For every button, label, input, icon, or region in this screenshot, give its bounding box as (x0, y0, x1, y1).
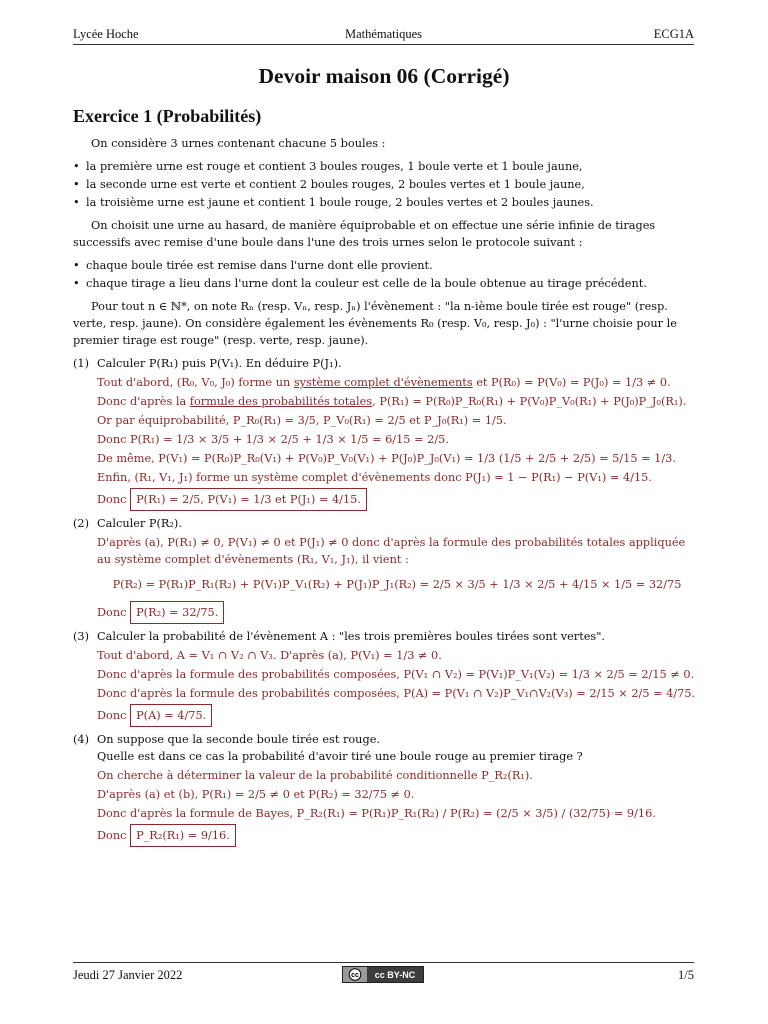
page-footer (73, 968, 694, 986)
notation-paragraph: Pour tout n ∈ ℕ*, on note Rₙ (resp. Vₙ, resp. Jₙ) l'évènement : "la n-ième boule tirée est rouge" (resp. verte, resp. jaune). On considère également les évènements R₀ (resp. V₀, resp. J₀) : "l'urne choisie pour le premier tirage est rouge" (resp. verte, resp. jaune). (73, 300, 677, 347)
protocol-paragraph: On choisit une urne au hasard, de manière équiprobable et on effectue une série infinie de tirages successifs avec remise d'une boule dans l'une des trois urnes selon le protocole suivant : (73, 219, 656, 249)
intro-paragraph: On considère 3 urnes contenant chacune 5 boules : (91, 137, 386, 150)
answer-line: De même, P(V₁) = P(R₀)P_R₀(V₁) + P(V₀)P_V₀(V₁) + P(J₀)P_J₀(V₁) = 1/3 (1/5 + 2/5 + 2/5) = 5/15 = 1/3. (97, 452, 676, 465)
cc-logo-icon (343, 967, 423, 982)
header-school: Lycée Hoche (73, 27, 139, 41)
answer-line: Donc d'après la formule de Bayes, P_R₂(R₁) = P(R₁)P_R₁(R₂) / P(R₂) = (2/5 × 3/5) / (32/75) = 9/16. (97, 807, 656, 820)
bullet-icon: • (73, 277, 80, 290)
answer-line: D'après (a), P(R₁) ≠ 0, P(V₁) ≠ 0 et P(J₁) ≠ 0 donc d'après la formule des probabilités totales appliquée au système complet d'évènements (R₁, V₁, J₁), il vient : (97, 536, 686, 566)
answer-line: Donc P(R₁) = 1/3 × 3/5 + 1/3 × 2/5 + 1/3 × 1/5 = 6/15 = 2/5. (97, 433, 449, 446)
answer-line: Enfin, (R₁, V₁, J₁) forme un système complet d'évènements donc P(J₁) = 1 − P(R₁) − P(V₁) = 4/15. (97, 471, 652, 484)
answer-line: Tout d'abord, A = V₁ ∩ V₂ ∩ V₃. D'après (a), P(V₁) = 1/3 ≠ 0. (97, 649, 442, 662)
bullet-icon: • (73, 160, 80, 173)
bullet-icon: • (73, 196, 80, 209)
bullet-icon: • (73, 178, 80, 191)
answer-line: Tout d'abord, (R₀, V₀, J₀) forme un système complet d'évènements et P(R₀) = P(V₀) = P(J₀) = 1/3 ≠ 0. (97, 376, 671, 389)
answer-line: On cherche à déterminer la valeur de la probabilité conditionnelle P_R₂(R₁). (97, 769, 533, 782)
header-rule (73, 44, 694, 45)
footer-date: Jeudi 27 Janvier 2022 (73, 968, 183, 982)
document-body (73, 135, 697, 849)
list-item-text: chaque tirage a lieu dans l'urne dont la couleur est celle de la boule obtenue au tirage précédent. (86, 277, 647, 290)
question-text: On suppose que la seconde boule tirée est rouge. (97, 733, 380, 746)
exercise-title: Exercice 1 (Probabilités) (73, 106, 262, 126)
answer-line: Donc d'après la formule des probabilités totales, P(R₁) = P(R₀)P_R₀(R₁) + P(V₀)P_V₀(R₁) + P(J₀)P_J₀(R₁). (97, 395, 687, 408)
list-item (73, 194, 697, 211)
question-number: (1) (73, 357, 90, 370)
answer-conclusion: Donc P_R₂(R₁) = 9/16. (73, 824, 697, 847)
list-item-text: chaque boule tirée est remise dans l'urne dont elle provient. (86, 259, 433, 272)
list-item-text: la troisième urne est jaune et contient 1 boule rouge, 2 boules vertes et 2 boules jaunes. (86, 196, 594, 209)
question-2 (73, 515, 697, 532)
boxed-result: P_R₂(R₁) = 9/16. (130, 824, 236, 847)
boxed-result: P(R₂) = 32/75. (130, 601, 224, 624)
question-text: Calculer la probabilité de l'évènement A : "les trois premières boules tirées sont vertes". (97, 630, 606, 643)
svg-text:cc: cc (351, 972, 359, 980)
question-number: (4) (73, 733, 90, 746)
bullet-icon: • (73, 259, 80, 272)
display-equation: P(R₂) = P(R₁)P_R₁(R₂) + P(V₁)P_V₁(R₂) + P(J₁)P_J₁(R₂) = 2/5 × 3/5 + 1/3 × 2/5 + 4/15 × 1/5 = 32/75 (112, 578, 682, 591)
underlined-term: formule des probabilités totales (189, 395, 373, 408)
boxed-result: P(R₁) = 2/5, P(V₁) = 1/3 et P(J₁) = 4/15. (130, 488, 367, 511)
protocol-list (73, 257, 697, 292)
urn-list (73, 158, 697, 211)
document-title: Devoir maison 06 (Corrigé) (258, 64, 510, 88)
answer-line: Donc d'après la formule des probabilités composées, P(V₁ ∩ V₂) = P(V₁)P_V₁(V₂) = 1/3 × 2/5 = 2/15 ≠ 0. (97, 668, 695, 681)
answer-line: D'après (a) et (b), P(R₁) = 2/5 ≠ 0 et P(R₂) = 32/75 ≠ 0. (97, 788, 415, 801)
cc-license-badge (342, 966, 424, 983)
list-item (73, 275, 697, 292)
page-number: 1/5 (678, 968, 694, 982)
question-number: (3) (73, 630, 90, 643)
answer-conclusion: Donc P(R₁) = 2/5, P(V₁) = 1/3 et P(J₁) = 4/15. (73, 488, 697, 511)
question-text: Calculer P(R₁) puis P(V₁). En déduire P(J₁). (97, 357, 342, 370)
question-text: Calculer P(R₂). (97, 517, 182, 530)
footer-rule (73, 962, 694, 963)
answer-conclusion: Donc P(R₂) = 32/75. (73, 601, 697, 624)
answer-line: Or par équiprobabilité, P_R₀(R₁) = 3/5, P_V₀(R₁) = 2/5 et P_J₀(R₁) = 1/5. (97, 414, 507, 427)
svg-text:cc BY-NC: cc BY-NC (374, 970, 416, 980)
list-item (73, 176, 697, 193)
list-item-text: la seconde urne est verte et contient 2 boules rouges, 2 boules vertes et 1 boule jaune, (86, 178, 585, 191)
boxed-result: P(A) = 4/75. (130, 704, 212, 727)
list-item-text: la première urne est rouge et contient 3 boules rouges, 1 boule verte et 1 boule jaune, (86, 160, 583, 173)
question-number: (2) (73, 517, 90, 530)
answer-line: Donc d'après la formule des probabilités composées, P(A) = P(V₁ ∩ V₂)P_V₁∩V₂(V₃) = 2/15 × 2/5 = 4/75. (97, 687, 696, 700)
page-header (73, 27, 694, 43)
list-item (73, 158, 697, 175)
header-subject: Mathématiques (344, 27, 423, 41)
question-1 (73, 355, 697, 372)
question-4 (73, 731, 697, 765)
underlined-term: système complet d'évènements (293, 376, 473, 389)
question-text: Quelle est dans ce cas la probabilité d'avoir tiré une boule rouge au premier tirage ? (97, 750, 583, 763)
answer-conclusion: Donc P(A) = 4/75. (73, 704, 697, 727)
list-item (73, 257, 697, 274)
question-3 (73, 628, 697, 645)
header-class: ECG1A (653, 27, 694, 41)
